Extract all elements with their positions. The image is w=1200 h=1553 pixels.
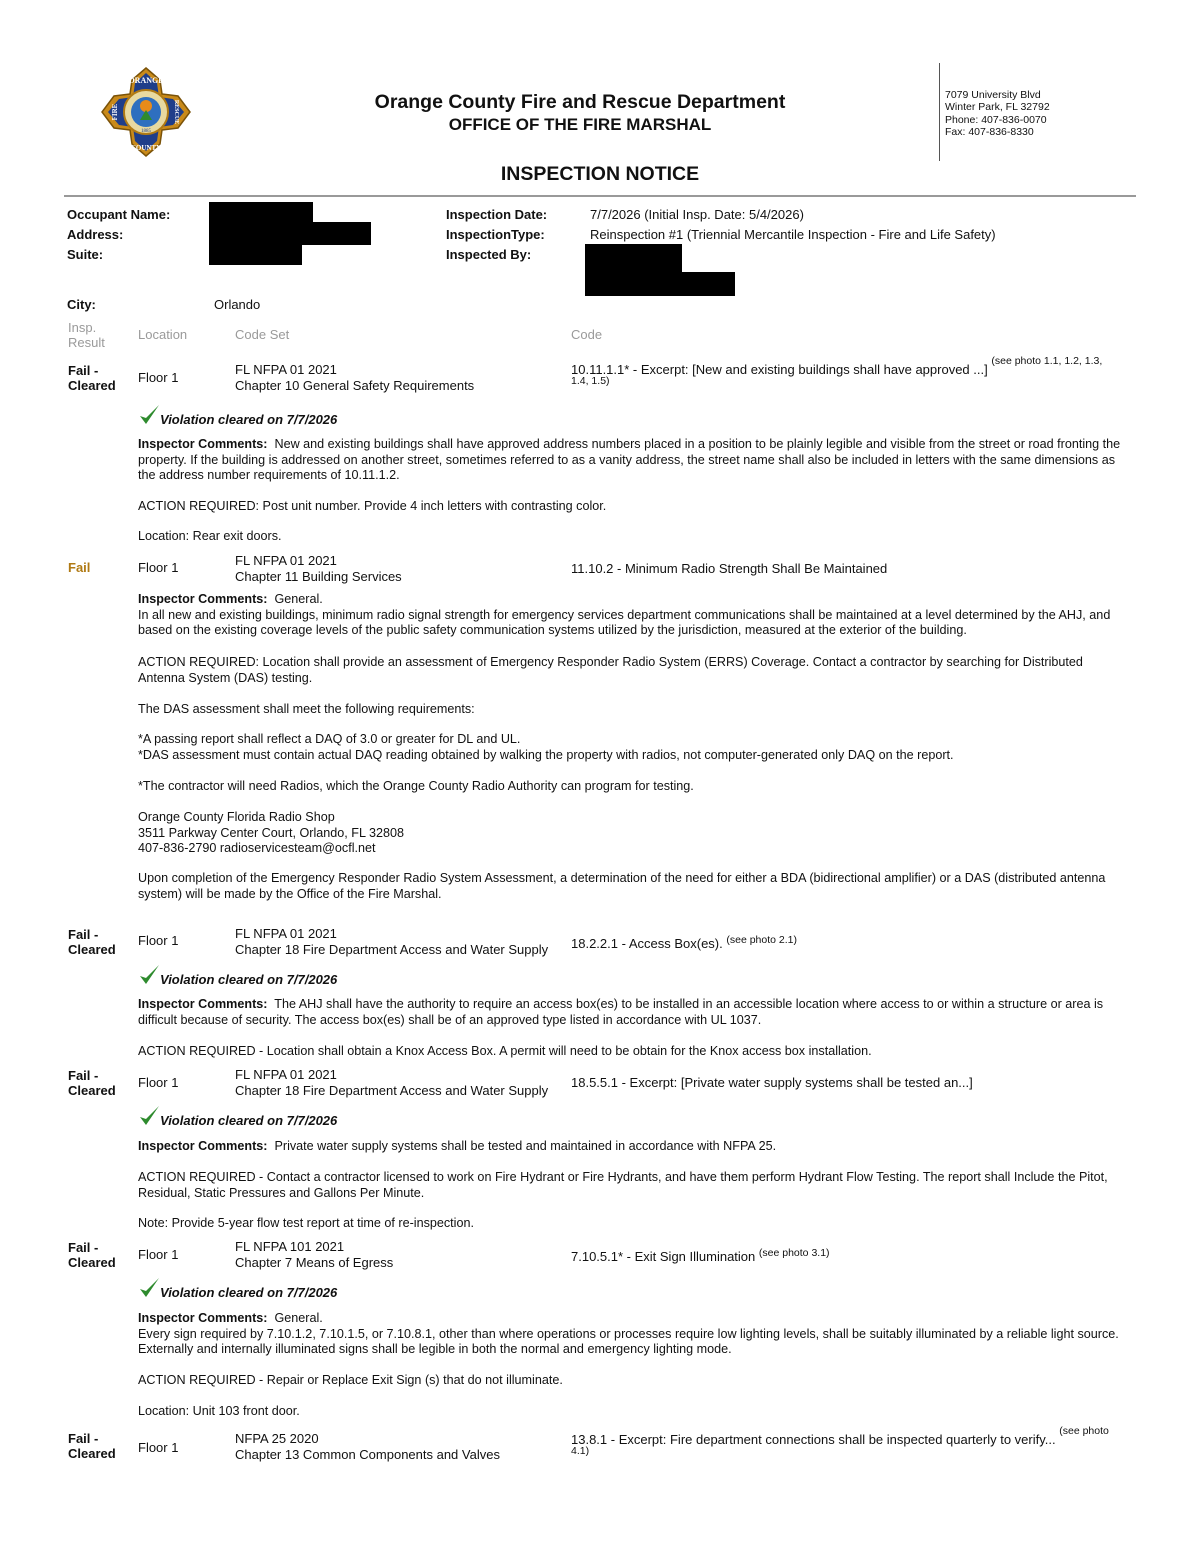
inspection-type-label: InspectionType: bbox=[446, 227, 545, 242]
location: Floor 1 bbox=[138, 370, 179, 385]
photo-ref: (see photo 3.1) bbox=[758, 1247, 830, 1259]
code: 18.2.2.1 - Access Box(es). $^{(see photo 2.1)}$ bbox=[571, 934, 797, 951]
document-title: INSPECTION NOTICE bbox=[500, 163, 700, 185]
redaction-inspector-1 bbox=[585, 244, 682, 273]
office-name: OFFICE OF THE FIRE MARSHAL bbox=[448, 115, 712, 134]
action-required: ACTION REQUIRED: Post unit number. Provide 4 inch letters with contrasting color. bbox=[138, 499, 607, 513]
result-status: Fail - Cleared bbox=[68, 1068, 116, 1098]
address-line-1: 7079 University Blvd bbox=[945, 89, 1041, 101]
redaction-inspector-2 bbox=[585, 272, 735, 296]
location: Floor 1 bbox=[138, 1440, 179, 1455]
inspection-type-value: Reinspection #1 (Triennial Mercantile Inspection - Fire and Life Safety) bbox=[590, 227, 996, 242]
inspector-comments: Inspector Comments: The AHJ shall have the authority to require an access box(es) to be installed in an accessible location where access to or within a structure or area is difficult because of security. The access box(es) shall be of an approved type listed in accordance with UL 1037. bbox=[138, 997, 1104, 1027]
code-set: FL NFPA 01 2021 Chapter 18 Fire Department Access and Water Supply bbox=[235, 1067, 549, 1098]
code-set: NFPA 25 2020 Chapter 13 Common Components and Valves bbox=[235, 1431, 500, 1462]
completion-note: Upon completion of the Emergency Responder Radio System Assessment, a determination of the need for either a BDA (bidirectional amplifier) or a DAS (distributed antenna system) will be made by the Office of the Fire Marshal. bbox=[138, 871, 1106, 901]
city-label: City: bbox=[67, 297, 96, 312]
suite-label: Suite: bbox=[67, 247, 104, 262]
inspector-comments: Inspector Comments: General. Every sign required by 7.10.1.2, 7.10.1.5, or 7.10.8.1, other than where operations or processes require low lighting levels, shall be suitably illuminated by a reliable light source. Externally and internally illuminated signs shall be legible in both the normal and emergency lighting mode. bbox=[138, 1311, 1119, 1357]
col-header-code-set: Code Set bbox=[235, 327, 290, 342]
checkmark-icon bbox=[138, 404, 160, 426]
col-header-code: Code bbox=[571, 327, 603, 342]
inspection-date-label: Inspection Date: bbox=[446, 207, 548, 222]
photo-ref: (see photo 2.1) bbox=[726, 934, 797, 946]
code: 7.10.5.1* - Exit Sign Illumination $^{(see photo 3.1)}$ bbox=[571, 1247, 830, 1264]
note: Note: Provide 5-year flow test report at time of re-inspection. bbox=[138, 1216, 474, 1230]
inspection-date-value: 7/7/2026 (Initial Insp. Date: 5/4/2026) bbox=[590, 207, 804, 222]
inspector-comments: Inspector Comments: Private water supply systems shall be tested and maintained in accordance with NFPA 25. bbox=[138, 1139, 777, 1153]
city-value: Orlando bbox=[214, 297, 261, 312]
code-set: FL NFPA 01 2021 Chapter 11 Building Services bbox=[235, 553, 402, 584]
phone-line: Phone: 407-836-0070 bbox=[945, 113, 1047, 126]
action-required: ACTION REQUIRED - Location shall obtain a Knox Access Box. A permit will need to be obtain for the Knox access box installation. bbox=[138, 1044, 872, 1058]
checkmark-icon bbox=[138, 1105, 160, 1127]
inspector-comments: Inspector Comments: General. In all new and existing buildings, minimum radio signal strength for emergency services department communications shall be maintained at a level determined by the AHJ, and based on the existing coverage levels of the public safety communication systems utilized by the jurisdiction, measured at the exterior of the building. bbox=[138, 592, 1111, 638]
title-rule bbox=[64, 195, 1136, 197]
result-status: Fail - Cleared bbox=[68, 1431, 116, 1461]
contact-block bbox=[945, 89, 1050, 139]
department-name: Orange County Fire and Rescue Department bbox=[374, 91, 786, 113]
location: Floor 1 bbox=[138, 1075, 179, 1090]
result-status: Fail - Cleared bbox=[68, 363, 116, 393]
inspector-comments: Inspector Comments: New and existing buildings shall have approved address numbers placed in a position to be plainly legible and visible from the street or road fronting the property. If the building is addressed on another street, sometimes referred to as a vanity address, the street name shall also be included in letters with the same dimensions as the address number requirements of 10.11.1.2. bbox=[138, 437, 1121, 483]
checkmark-icon bbox=[138, 964, 160, 986]
code: 13.8.1 - Excerpt: Fire department connections shall be inspected quarterly to verify... $^{(see photo}$ 4.1) bbox=[571, 1425, 1109, 1457]
svg-text:RESCUE: RESCUE bbox=[173, 99, 179, 125]
code-set: FL NFPA 101 2021 Chapter 7 Means of Egress bbox=[235, 1239, 394, 1270]
result-status: Fail - Cleared bbox=[68, 1240, 116, 1270]
col-header-location: Location bbox=[138, 327, 188, 342]
address-line-2: Winter Park, FL 32792 bbox=[945, 101, 1050, 114]
checkmark-icon bbox=[138, 1277, 160, 1299]
svg-text:ORANGE: ORANGE bbox=[128, 76, 164, 85]
address-label: Address: bbox=[67, 227, 124, 242]
location: Floor 1 bbox=[138, 560, 179, 575]
code: 18.5.5.1 - Excerpt: [Private water supply systems shall be tested an...] bbox=[571, 1075, 973, 1090]
das-requirements-intro: The DAS assessment shall meet the following requirements: bbox=[138, 702, 475, 716]
svg-text:FIRE: FIRE bbox=[111, 103, 119, 121]
svg-text:1885: 1885 bbox=[141, 129, 151, 134]
location-note: Location: Unit 103 front door. bbox=[138, 1404, 300, 1418]
photo-ref: (see photo bbox=[1059, 1425, 1109, 1437]
location: Floor 1 bbox=[138, 933, 179, 948]
location-note: Location: Rear exit doors. bbox=[138, 529, 282, 543]
action-required: ACTION REQUIRED - Contact a contractor licensed to work on Fire Hydrant or Fire Hydrants, and have them perform Hydrant Flow Testing. The report shall Include the Pitot, Residual, Static Pressures and Gallons Per Minute. bbox=[138, 1170, 1108, 1200]
svg-text:COUNTY: COUNTY bbox=[130, 144, 162, 152]
col-header-result: Insp. Result bbox=[68, 320, 105, 350]
action-required: ACTION REQUIRED: Location shall provide an assessment of Emergency Responder Radio System (ERRS) Coverage. Contact a contractor by searching for Distributed Antenna System (DAS) testing. bbox=[138, 655, 1083, 685]
location: Floor 1 bbox=[138, 1247, 179, 1262]
fax-line: Fax: 407-836-8330 bbox=[945, 126, 1034, 139]
code: 11.10.2 - Minimum Radio Strength Shall Be Maintained bbox=[571, 561, 888, 576]
radio-note: *The contractor will need Radios, which the Orange County Radio Authority can program for testing. bbox=[138, 779, 694, 793]
code-set: FL NFPA 01 2021 Chapter 18 Fire Department Access and Water Supply bbox=[235, 926, 549, 957]
header-divider bbox=[939, 63, 940, 161]
redaction-address bbox=[209, 222, 371, 245]
result-status: Fail bbox=[68, 560, 91, 575]
occupant-label: Occupant Name: bbox=[67, 207, 171, 222]
radio-shop-contact: Orange County Florida Radio Shop 3511 Parkway Center Court, Orlando, FL 32808 407-836-2790 radioservicesteam@ocfl.net bbox=[138, 810, 405, 856]
redaction-occupant bbox=[209, 202, 313, 222]
department-logo bbox=[100, 66, 192, 158]
code-set: FL NFPA 01 2021 Chapter 10 General Safety Requirements bbox=[235, 362, 475, 393]
redaction-suite bbox=[209, 245, 302, 265]
action-required: ACTION REQUIRED - Repair or Replace Exit Sign (s) that do not illuminate. bbox=[138, 1373, 563, 1387]
das-requirements: *A passing report shall reflect a DAQ of 3.0 or greater for DL and UL. *DAS assessment must contain actual DAQ reading obtained by walking the property with radios, not computer-generated only DAQ on the report. bbox=[138, 732, 954, 762]
photo-ref: (see photo 1.1, 1.2, 1.3, bbox=[991, 355, 1103, 367]
inspected-by-label: Inspected By: bbox=[446, 247, 532, 262]
result-status: Fail - Cleared bbox=[68, 927, 116, 957]
code: 10.11.1.1* - Excerpt: [New and existing buildings shall have approved ...] $^{(see photo 1.1, 1.2, 1.3,}$ 1.4, 1.5) bbox=[571, 355, 1103, 387]
